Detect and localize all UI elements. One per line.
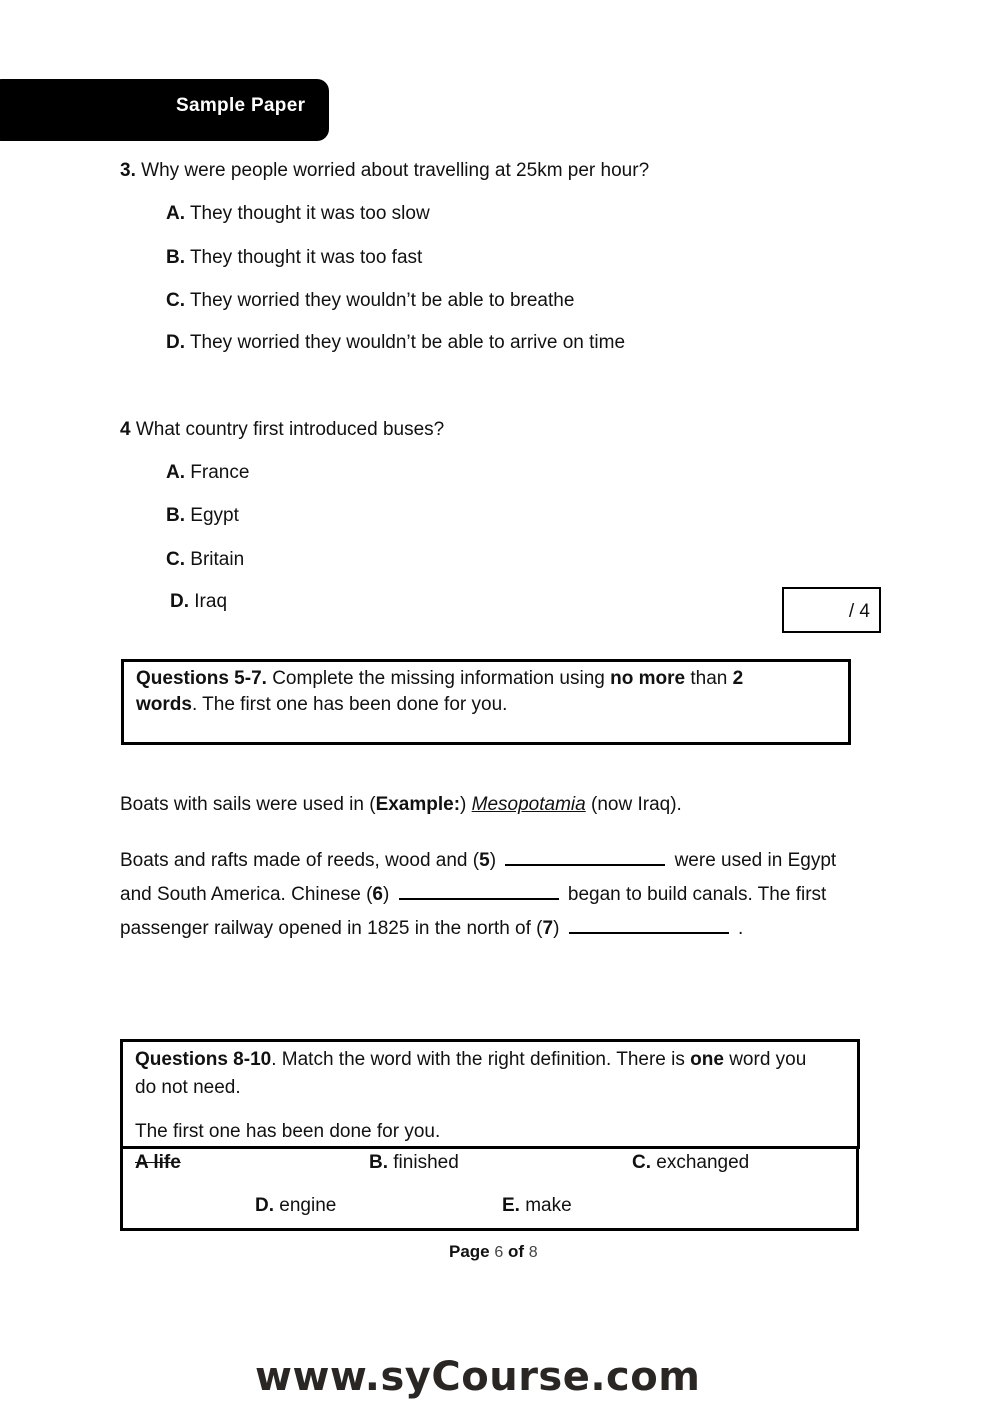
question-3 [120,160,649,182]
word-letter: D. [255,1195,274,1216]
instruction-text: . Match the word with the right definition. There is [271,1049,691,1070]
banner-label: Sample Paper [176,95,306,116]
sentence-text: (now Iraq). [585,794,682,815]
word-letter: C. [632,1152,651,1173]
option-letter: D. [166,332,185,353]
word-letter: A [135,1152,149,1173]
instruction-text: do not need. [135,1077,241,1098]
option-4d[interactable] [170,591,227,613]
option-4c[interactable] [166,549,244,571]
option-text: They thought it was too fast [189,247,423,268]
option-text: They thought it was too slow [189,203,430,224]
gap-number: 7 [542,918,554,939]
word-text: exchanged [656,1152,750,1173]
option-3a[interactable] [166,203,430,225]
question-number: 3. [120,160,136,181]
word-a-struck [135,1152,181,1174]
example-label: Example: [375,794,461,815]
option-text: France [190,462,250,483]
word-letter: B. [369,1152,388,1173]
option-3c[interactable] [166,290,574,312]
instruction-emphasis: words [136,694,192,715]
option-letter: B. [166,505,185,526]
question-text: Why were people worried about travelling at 25km per hour? [141,160,650,181]
instruction-text: word you [723,1049,807,1070]
sentence-text: Boats with sails were used in ( [120,794,376,815]
option-letter: D. [170,591,189,612]
word-text: make [525,1195,572,1216]
word-bank [120,1146,859,1231]
sentence-text: Boats and rafts made of reeds, wood and ( [120,850,480,871]
gap-line-3 [120,914,743,940]
word-c[interactable] [632,1152,749,1174]
instructions-8-10 [120,1039,860,1149]
answer-blank-5[interactable] [505,846,665,866]
example-sentence [120,794,682,816]
question-4 [120,419,444,441]
answer-blank-6[interactable] [399,880,559,900]
sentence-text: ) [489,850,497,871]
option-letter: A. [166,203,185,224]
page-total: 8 [528,1244,538,1261]
sentence-text: began to build canals. The first [567,884,827,905]
sentence-text: passenger railway opened in 1825 in the north of ( [120,918,543,939]
sentence-text: ) [460,794,467,815]
score-box[interactable] [782,587,881,633]
option-letter: C. [166,549,185,570]
option-text: They worried they wouldn’t be able to arrive on time [189,332,626,353]
answer-blank-7[interactable] [569,914,729,934]
option-letter: A. [166,462,185,483]
option-3d[interactable] [166,332,625,354]
page-label: Page [449,1242,490,1261]
sentence-text: ) [553,918,560,939]
gap-number: 6 [372,884,383,905]
instruction-text: Complete the missing information using [266,668,611,689]
sentence-text: . [737,918,744,939]
sentence-text: were used in Egypt [674,850,837,871]
sentence-text: ) [383,884,390,905]
option-text: Iraq [194,591,228,612]
word-text: finished [393,1152,459,1173]
question-text: What country first introduced buses? [135,419,445,440]
sentence-text: and South America. Chinese ( [120,884,373,905]
page-of-label: of [508,1242,525,1261]
option-4b[interactable] [166,505,239,527]
section-heading: Questions 8-10 [135,1049,272,1070]
option-letter: C. [166,290,185,311]
gap-line-2 [120,880,826,906]
word-text: engine [279,1195,337,1216]
instruction-text: The first one has been done for you. [135,1121,441,1142]
page-number [449,1242,538,1262]
page-current: 6 [494,1244,504,1261]
example-answer: Mesopotamia [471,794,586,815]
score-total: / 4 [848,601,870,622]
section-heading: Questions 5-7. [136,668,267,689]
instruction-text: . The first one has been done for you. [191,694,508,715]
instruction-text: than [685,668,733,689]
instructions-5-7 [121,659,851,745]
word-d[interactable] [255,1195,336,1217]
option-text: Britain [190,549,245,570]
instruction-emphasis: no more [610,668,686,689]
sample-paper-banner [0,79,329,141]
word-e[interactable] [502,1195,572,1217]
word-b[interactable] [369,1152,459,1174]
gap-number: 5 [479,850,490,871]
option-3b[interactable] [166,247,422,269]
instruction-emphasis: one [690,1049,724,1070]
word-letter: E. [502,1195,520,1216]
word-text: life [153,1152,181,1173]
watermark-url: www.syCourse.com [255,1354,701,1400]
gap-line-1 [120,846,836,872]
question-number: 4 [120,419,131,440]
option-text: They worried they wouldn’t be able to breathe [189,290,575,311]
option-4a[interactable] [166,462,249,484]
option-letter: B. [166,247,185,268]
option-text: Egypt [190,505,239,526]
instruction-emphasis: 2 [732,668,744,689]
